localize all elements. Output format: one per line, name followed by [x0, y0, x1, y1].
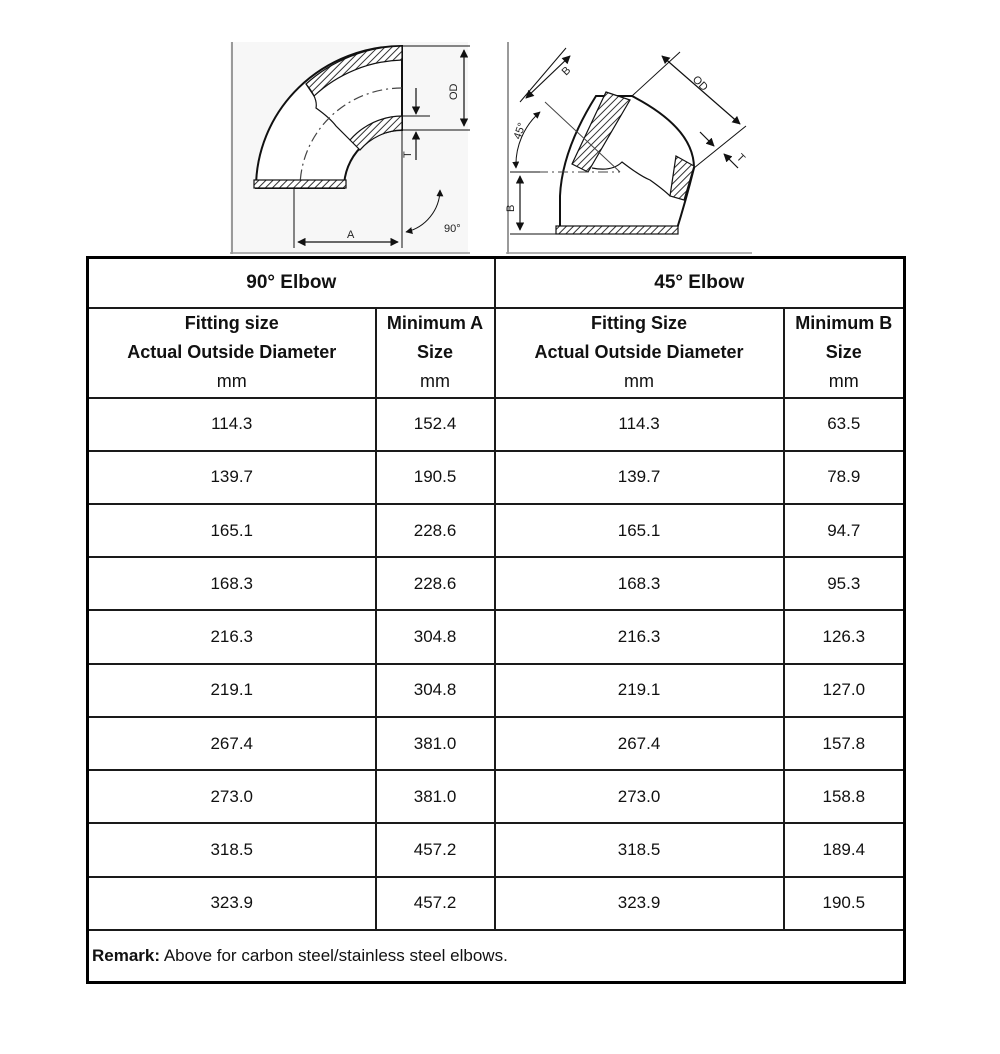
minimum-b-cell: 190.5	[784, 877, 905, 930]
remark-row	[88, 930, 905, 983]
t-label-90: T	[402, 151, 414, 158]
header-col1-unit: mm	[216, 371, 247, 392]
fitting-size-45-cell: 318.5	[495, 823, 784, 876]
header-col2-line1: Minimum A	[386, 313, 484, 334]
header-minimum-a	[376, 308, 495, 397]
minimum-a-cell: 457.2	[376, 823, 495, 876]
fitting-size-45-cell: 219.1	[495, 664, 784, 717]
group-90-elbow: 90° Elbow	[88, 258, 495, 309]
header-col4-line2: Size	[825, 342, 862, 363]
fitting-size-90-cell: 139.7	[88, 451, 376, 504]
b-label-left: B	[505, 204, 517, 212]
group-45-elbow: 45° Elbow	[495, 258, 905, 309]
header-col1-line1: Fitting size	[184, 313, 279, 334]
fitting-size-90-cell: 323.9	[88, 877, 376, 930]
table-row	[88, 504, 905, 557]
table-row	[88, 823, 905, 876]
remark-text: Above for carbon steel/stainless steel elbows.	[160, 945, 508, 965]
header-minimum-b	[784, 308, 905, 397]
minimum-b-cell: 127.0	[784, 664, 905, 717]
fitting-size-45-cell: 216.3	[495, 610, 784, 663]
elbow-drawings	[0, 0, 1000, 256]
angle-label-90: 90°	[444, 223, 461, 235]
od-label-90: OD	[448, 83, 460, 100]
angle-label-45: 45°	[511, 121, 529, 142]
minimum-a-cell: 228.6	[376, 557, 495, 610]
fitting-size-90-cell: 216.3	[88, 610, 376, 663]
fitting-size-45-cell: 139.7	[495, 451, 784, 504]
table-row	[88, 770, 905, 823]
header-col1-line2: Actual Outside Diameter	[127, 342, 337, 363]
minimum-b-cell: 95.3	[784, 557, 905, 610]
header-fitting-size-45	[495, 308, 784, 397]
fitting-size-45-cell: 114.3	[495, 398, 784, 451]
minimum-b-cell: 78.9	[784, 451, 905, 504]
minimum-a-cell: 304.8	[376, 610, 495, 663]
remark-cell	[88, 930, 905, 983]
header-col3-line1: Fitting Size	[591, 313, 688, 334]
b-label-top: B	[559, 64, 574, 79]
fitting-size-45-cell: 165.1	[495, 504, 784, 557]
header-col4-line1: Minimum B	[795, 313, 893, 334]
fitting-size-90-cell: 318.5	[88, 823, 376, 876]
fitting-size-90-cell: 273.0	[88, 770, 376, 823]
fitting-size-45-cell: 273.0	[495, 770, 784, 823]
header-col2-unit: mm	[420, 371, 450, 392]
elbow-45-drawing	[505, 42, 752, 254]
table-body	[88, 398, 905, 930]
table-row	[88, 877, 905, 930]
fitting-size-90-cell: 114.3	[88, 398, 376, 451]
t-label-45: T	[733, 151, 748, 165]
minimum-b-cell: 126.3	[784, 610, 905, 663]
column-header-row	[88, 308, 905, 397]
elbow-90-drawing	[230, 42, 470, 254]
table-row	[88, 717, 905, 770]
minimum-b-cell: 158.8	[784, 770, 905, 823]
fitting-size-90-cell: 267.4	[88, 717, 376, 770]
minimum-a-cell: 457.2	[376, 877, 495, 930]
fitting-size-45-cell: 168.3	[495, 557, 784, 610]
fitting-size-45-cell: 323.9	[495, 877, 784, 930]
header-col3-line2: Actual Outside Diameter	[534, 342, 744, 363]
minimum-b-cell: 189.4	[784, 823, 905, 876]
header-col3-unit: mm	[624, 371, 655, 392]
header-fitting-size-90	[88, 308, 376, 397]
minimum-b-cell: 94.7	[784, 504, 905, 557]
minimum-b-cell: 157.8	[784, 717, 905, 770]
a-label: A	[347, 229, 355, 241]
table-row	[88, 664, 905, 717]
minimum-a-cell: 152.4	[376, 398, 495, 451]
header-col2-line2: Size	[416, 342, 454, 363]
table-row	[88, 398, 905, 451]
minimum-a-cell: 190.5	[376, 451, 495, 504]
fitting-size-45-cell: 267.4	[495, 717, 784, 770]
elbow-dimensions-table	[86, 256, 906, 984]
minimum-b-cell: 63.5	[784, 398, 905, 451]
header-col4-unit: mm	[828, 371, 859, 392]
fitting-size-90-cell: 168.3	[88, 557, 376, 610]
remark-label: Remark:	[92, 945, 161, 965]
od-label-45: OD	[689, 73, 711, 94]
table-row	[88, 451, 905, 504]
fitting-size-90-cell: 165.1	[88, 504, 376, 557]
fitting-size-90-cell: 219.1	[88, 664, 376, 717]
minimum-a-cell: 228.6	[376, 504, 495, 557]
table-row	[88, 610, 905, 663]
minimum-a-cell: 381.0	[376, 770, 495, 823]
minimum-a-cell: 304.8	[376, 664, 495, 717]
table-row	[88, 557, 905, 610]
group-header-row	[88, 258, 905, 309]
minimum-a-cell: 381.0	[376, 717, 495, 770]
